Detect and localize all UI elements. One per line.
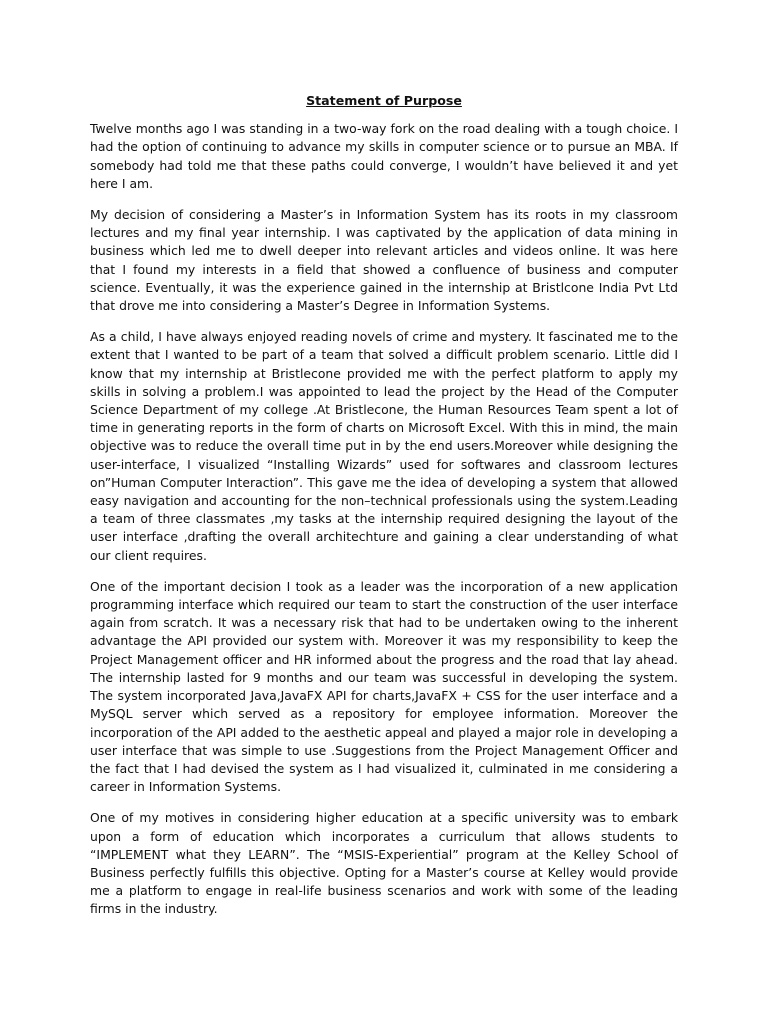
paragraph-childhood-internship: As a child, I have always enjoyed reading novels of crime and mystery. It fascinated me to the extent that I wanted to be part of a team that solved a difficult problem scenario. Little did I know that my internship at Bristlecone provided me with the perfect platform to apply my skills in solving a problem.I was appointed to lead the project by the Head of the Computer Science Department of my college .At Bristlecone, the Human Resources Team spent a lot of time in generating reports in the form of charts on Microsoft Excel. With this in mind, the main objective was to reduce the overall time put in by the end users.Moreover while designing the user-interface, I visualized “Installing Wizards” used for softwares and classroom lectures on”Human Computer Interaction”. This gave me the idea of developing a system that allowed easy navigation and accounting for the non–technical professionals using the system.Leading a team of three classmates ,my tasks at the internship required designing the layout of the user interface ,drafting the overall architechture and gaining a clear understanding of what our client requires. [90,329,678,563]
document-title: Statement of Purpose [306,93,462,108]
paragraph-motives: One of my motives in considering higher education at a specific university was to embark upon a form of education which incorporates a curriculum that allows students to “IMPLEMENT what they LEARN”. The “MSIS-Experiential” program at the Kelley School of Business perfectly fulfills this objective. Opting for a Master’s course at Kelley would provide me a platform to engage in real-life business scenarios and work with some of the leading firms in the industry. [90,810,678,917]
paragraph-decision: My decision of considering a Master’s in Information System has its roots in my classroom lectures and my final year internship. I was captivated by the application of data mining in business which led me to dwell deeper into relevant articles and videos online. It was here that I found my interests in a field that showed a confluence of business and computer science. Eventually, it was the experience gained in the internship at Bristlcone India Pvt Ltd that drove me into considering a Master’s Degree in Information Systems. [90,207,678,314]
paragraph-leadership: One of the important decision I took as a leader was the incorporation of a new application programming interface which required our team to start the construction of the user interface again from scratch. It was a necessary risk that had to be undertaken owing to the inherent advantage the API provided our system with. Moreover it was my responsibility to keep the Project Management officer and HR informed about the progress and the road that lay ahead. The internship lasted for 9 months and our team was successful in developing the system. The system incorporated Java,JavaFX API for charts,JavaFX + CSS for the user interface and a MySQL server which served as a repository for employee information. Moreover the incorporation of the API added to the aesthetic appeal and played a major role in developing a user interface that was simple to use .Suggestions from the Project Management Officer and the fact that I had devised the system as I had visualized it, culminated in me considering a career in Information Systems. [90,578,678,795]
paragraph-intro: Twelve months ago I was standing in a two-way fork on the road dealing with a tough choice. I had the option of continuing to advance my skills in computer science or to pursue an MBA. If somebody had told me that these paths could converge, I wouldn’t have believed it and yet here I am. [90,121,678,191]
document-page [90,92,678,932]
